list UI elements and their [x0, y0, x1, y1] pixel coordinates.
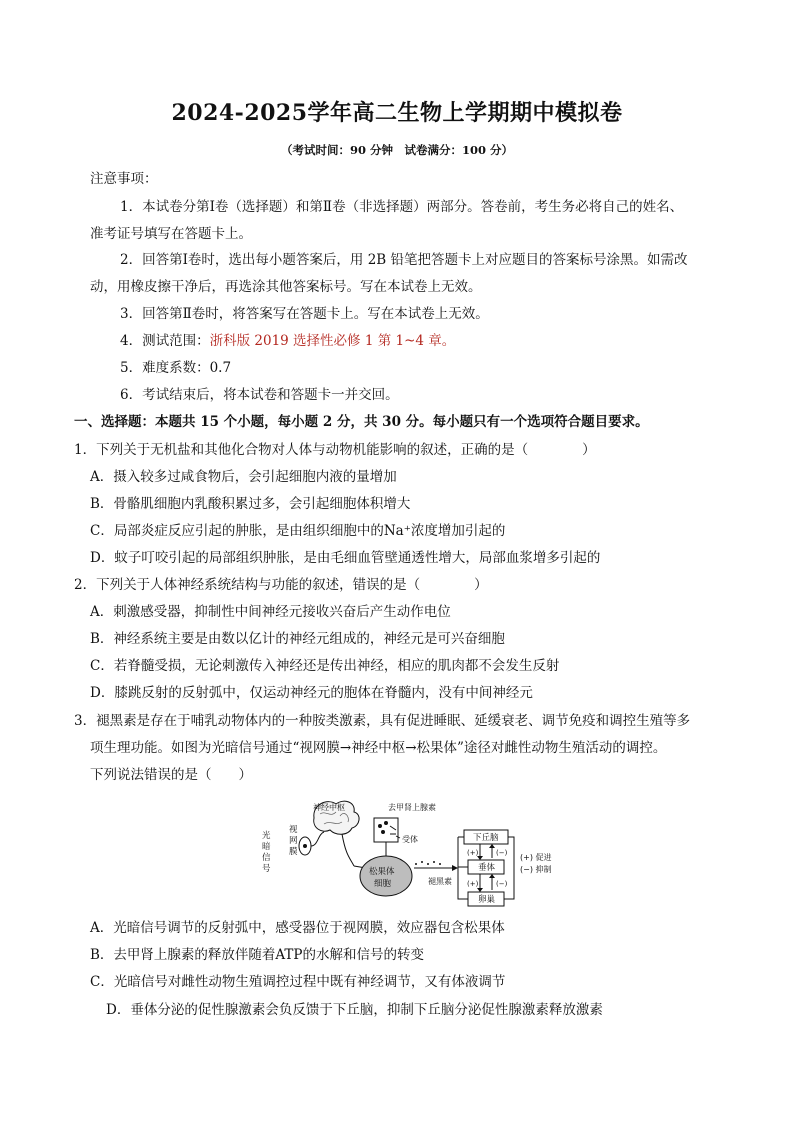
svg-text:信: 信: [262, 853, 271, 863]
ovary-label: 卵巢: [478, 895, 496, 905]
notes-heading: 注意事项：: [90, 171, 158, 187]
option-c: C．若脊髓受损，无论刺激传入神经还是传出神经，相应的肌肉都不会发生反射: [90, 658, 560, 674]
legend-inhibit: (−) 抑制: [520, 865, 552, 874]
melatonin-dots: [415, 861, 441, 865]
svg-text:(+): (+): [467, 849, 479, 857]
pituitary-label: 垂体: [478, 863, 496, 873]
svg-text:暗: 暗: [262, 842, 271, 852]
section-heading: 一、选择题：本题共 15 个小题，每小题 2 分，共 30 分。每小题只有一个选项符合题目要求。: [74, 414, 649, 430]
option-d: D．垂体分泌的促性腺激素会负反馈于下丘脑，抑制下丘脑分泌促性腺激素释放激素: [106, 1002, 603, 1018]
notes-item: 动，用橡皮擦干净后，再选涂其他答案标号。写在本试卷上无效。: [90, 279, 482, 295]
option-d: D．蚊子叮咬引起的局部组织肿胀，是由毛细血管壁通透性增大，局部血浆增多引起的: [90, 550, 601, 566]
svg-text:(+): (+): [467, 880, 479, 888]
signal-label: [262, 830, 271, 874]
notes-item: 5．难度系数：0.7: [120, 360, 232, 376]
option-c: C．局部炎症反应引起的肿胀，是由组织细胞中的Na⁺浓度增加引起的: [90, 523, 506, 539]
notes-item: 准考证号填写在答题卡上。: [90, 226, 252, 242]
legend-promote: (+) 促进: [520, 853, 552, 862]
receptor-label: 受体: [402, 835, 418, 844]
option-b: B．骨骼肌细胞内乳酸积累过多，会引起细胞体积增大: [90, 496, 411, 512]
melatonin-regulation-diagram: [256, 796, 566, 910]
pineal-label-2: 细胞: [374, 879, 392, 889]
notes-item: 1．本试卷分第Ⅰ卷（选择题）和第Ⅱ卷（非选择题）两部分。答卷前，考生务必将自己的姓名、: [120, 199, 684, 215]
option-c: C．光暗信号对雌性动物生殖调控过程中既有神经调节，又有体液调节: [90, 974, 506, 990]
exam-info: （考试时间：90 分钟 试卷满分：100 分）: [280, 143, 513, 157]
option-a: A．光暗信号调节的反射弧中，感受器位于视网膜，效应器包含松果体: [90, 920, 505, 936]
hypothalamus-label: 下丘脑: [473, 833, 499, 843]
scope-label: 4．测试范围：: [120, 333, 210, 349]
question-stem-cont: 下列说法错误的是（ ）: [90, 767, 252, 783]
question-stem: 3．褪黑素是存在于哺乳动物体内的一种胺类激素，具有促进睡眠、延缓衰老、调节免疫和调控生殖等多: [74, 713, 691, 729]
question-stem: 1．下列关于无机盐和其他化合物对人体与动物机能影响的叙述，正确的是（ ）: [74, 442, 596, 458]
option-d: D．膝跳反射的反射弧中，仅运动神经元的胞体在脊髓内，没有中间神经元: [90, 685, 533, 701]
pineal-label: 松果体: [369, 867, 395, 877]
svg-text:光: 光: [262, 831, 271, 841]
notes-item: 3．回答第Ⅱ卷时，将答案写在答题卡上。写在本试卷上无效。: [120, 306, 489, 322]
nerve-center-label: 神经中枢: [313, 803, 345, 812]
option-b: B．神经系统主要是由数以亿计的神经元组成的，神经元是可兴奋细胞: [90, 631, 505, 647]
svg-text:网: 网: [289, 836, 298, 846]
retina-label: [289, 825, 298, 857]
option-a: A．刺激感受器，抑制性中间神经元接收兴奋后产生动作电位: [90, 604, 451, 620]
svg-text:(−): (−): [496, 849, 508, 857]
svg-text:号: 号: [262, 864, 271, 874]
svg-text:视: 视: [289, 825, 298, 835]
notes-item: 6．考试结束后，将本试卷和答题卡一并交回。: [120, 387, 399, 403]
ne-label: 去甲肾上腺素: [388, 803, 436, 812]
option-b: B．去甲肾上腺素的释放伴随着ATP的水解和信号的转变: [90, 947, 425, 963]
scope-value: 浙科版 2019 选择性必修 1 第 1~4 章。: [209, 333, 456, 349]
question-stem-cont: 项生理功能。如图为光暗信号通过“视网膜→神经中枢→松果体”途径对雌性动物生殖活动的调控。: [90, 740, 667, 756]
melatonin-label: 褪黑素: [428, 877, 452, 886]
svg-text:(−): (−): [496, 880, 508, 888]
question-stem: 2．下列关于人体神经系统结构与功能的叙述，错误的是（ ）: [74, 577, 488, 593]
svg-text:膜: 膜: [289, 847, 298, 857]
option-a: A．摄入较多过咸食物后，会引起细胞内液的量增加: [90, 469, 397, 485]
notes-scope: [120, 332, 455, 350]
notes-item: 2．回答第Ⅰ卷时，选出每小题答案后，用 2B 铅笔把答题卡上对应题目的答案标号涂黑。如需改: [120, 252, 688, 268]
page-title: 2024-2025学年高二生物上学期期中模拟卷: [171, 100, 623, 126]
